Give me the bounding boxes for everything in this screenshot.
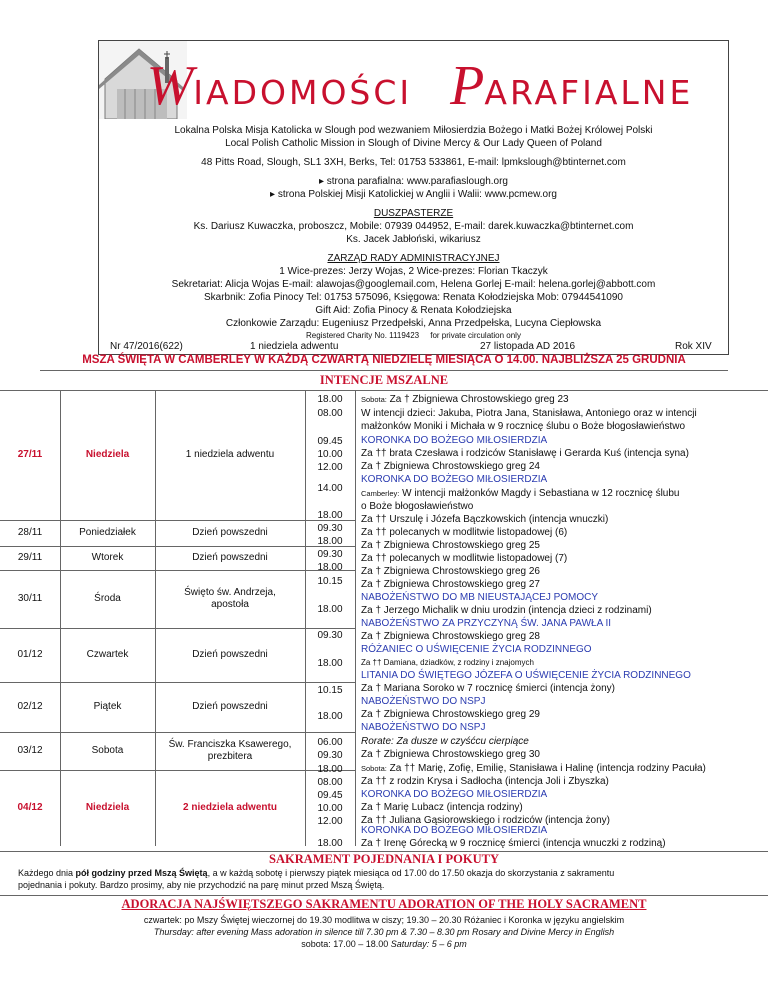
location-label: Sobota: (361, 764, 387, 773)
intention-line: Za † Mariana Soroko w 7 rocznicę śmierci (intencja żony) (361, 683, 615, 694)
day-feast: 2 niedziela adwentu (183, 802, 277, 813)
intention-line: W intencji dzieci: Jakuba, Piotra Jana, Stanisława, Antoniego oraz w intencji (361, 408, 697, 419)
intention-line: Za †† Urszulę i Józefa Bączkowskich (intencja wnuczki) (361, 514, 609, 525)
day-name: Czwartek (86, 649, 129, 660)
intentions-title: INTENCJE MSZALNE (319, 373, 449, 387)
issue-date: 27 listopada AD 2016 (480, 341, 576, 352)
devotion-line: NABOŻEŃSTWO DO NSPJ (361, 696, 486, 707)
confession-text (18, 868, 750, 880)
adoration-title: ADORACJA NAJŚWIĘTSZEGO SAKRAMENTU ADORATION OF THE HOLY SACRAMENT (121, 897, 647, 911)
mass-time: 18.00 (317, 604, 343, 615)
intention-line (361, 394, 765, 405)
devotion-line: KORONKA DO BOŻEGO MIŁOSIERDZIA (361, 825, 548, 836)
day-date: 30/11 (17, 593, 43, 604)
day-name: Niedziela (85, 802, 130, 813)
title-word-1: IADOMOŚCI (193, 73, 413, 112)
location-label: Camberley: (361, 489, 400, 498)
mass-time: 18.00 (317, 658, 343, 669)
clergy-vicar: Ks. Jacek Jabłoński, wikariusz (346, 234, 481, 245)
day-date: 01/12 (17, 649, 43, 660)
intention-line: Za †† Juliana Gąsiorowskiego i rodziców (intencja żony) (361, 815, 611, 826)
intention-text: Za † Zbigniewa Chrostowskiego greg 23 (386, 394, 569, 405)
intention-line: Rorate: Za dusze w czyśćcu cierpiące (361, 736, 529, 747)
adoration-line-pl: czwartek: po Mszy Świętej wieczornej do 19.30 modlitwa w ciszy; 19.30 – 20.30 Różaniec i Koronka w języku angielskim (143, 915, 625, 925)
pcmew-website-link[interactable]: ▸ strona Polskiej Misji Katolickiej w Anglii i Walii: www.pcmew.org (270, 189, 557, 200)
day-feast: 1 niedziela adwentu (185, 449, 275, 460)
devotion-line: NABOŻEŃSTWO DO MB NIEUSTAJĄCEJ POMOCY (361, 592, 599, 603)
intention-line: o Boże błogosławieństwo (361, 501, 474, 512)
clergy-pastor: Ks. Dariusz Kuwaczka, proboszcz, Mobile: 07939 044952, E-mail: darek.kuwaczka@btinternet.com (193, 221, 634, 232)
devotion-line: KORONKA DO BOŻEGO MIŁOSIERDZIA (361, 474, 548, 485)
intention-text: W intencji małżonków Magdy i Sebastiana w 12 rocznicę ślubu (399, 488, 680, 499)
adoration-line-en: Thursday: after evening Mass adoration in silence till 7.30 pm & 7.30 – 8.30 pm Rosary and Divine Mercy in English (153, 927, 615, 937)
devotion-line: LITANIA DO ŚWIĘTEGO JÓZEFA O UŚWIĘCENIE ŻYCIA RODZINNEGO (361, 670, 691, 681)
day-feast: Dzień powszedni (192, 552, 268, 563)
intention-line: małżonków Moniki i Michała w 9 rocznicę ślubu o Boże błogosławieństwo (361, 421, 686, 432)
title-letter-w: W (146, 55, 194, 117)
intention-line (361, 488, 765, 499)
intention-line: Za † Zbigniewa Chrostowskiego greg 30 (361, 749, 540, 760)
mass-time: 09.45 (317, 436, 343, 447)
mass-time: 06.00 (317, 737, 343, 748)
intention-line: Za † Zbigniewa Chrostowskiego greg 25 (361, 540, 540, 551)
devotion-line: NABOŻEŃSTWO ZA PRZYCZYNĄ ŚW. JANA PAWŁA II (361, 618, 612, 629)
mass-time: 08.00 (317, 777, 343, 788)
mission-name-pl: Lokalna Polska Misja Katolicka w Slough pod wezwaniem Miłosierdzia Bożego i Matki Bożej Królowej Polski (174, 125, 653, 136)
day-name: Sobota (91, 745, 124, 756)
day-name: Poniedziałek (79, 527, 136, 538)
devotion-line: KORONKA DO BOŻEGO MIŁOSIERDZIA (361, 789, 548, 800)
mass-time: 18.00 (317, 764, 343, 775)
day-date: 27/11 (17, 449, 43, 460)
day-date: 03/12 (17, 745, 43, 756)
day-name: Wtorek (91, 552, 124, 563)
intention-line: Za † Irenę Górecką w 9 rocznicę śmierci (intencja wnuczki z rodziną) (361, 838, 666, 849)
adoration-saturday (0, 938, 768, 950)
devotion-line: NABOŻEŃSTWO DO NSPJ (361, 722, 486, 733)
clergy-heading: DUSZPASTERZE (373, 208, 454, 219)
mass-time: 18.00 (317, 510, 343, 521)
mass-time: 18.00 (317, 394, 343, 405)
mass-time: 10.15 (317, 685, 343, 696)
masthead-title (120, 54, 720, 116)
board-vice-presidents: 1 Wice-prezes: Jerzy Wojas, 2 Wice-prezes: Florian Tkaczyk (279, 266, 548, 277)
day-feast: Dzień powszedni (192, 649, 268, 660)
intention-line: Za †† Damiana, dziadków, z rodziny i znajomych (361, 658, 534, 667)
day-feast: Św. Franciszka Ksawerego, prezbitera (168, 739, 292, 762)
intention-line (361, 763, 765, 774)
mass-time: 09.30 (317, 750, 343, 761)
board-treasurer: Skarbnik: Zofia Pinocy Tel: 01753 575096, Księgowa: Renata Kołodziejska Mob: 07944541090 (204, 292, 623, 303)
day-name: Środa (94, 593, 121, 604)
day-date: 04/12 (17, 802, 43, 813)
devotion-line: KORONKA DO BOŻEGO MIŁOSIERDZIA (361, 435, 548, 446)
intention-line: Za †† polecanych w modlitwie listopadowej (7) (361, 553, 568, 564)
mass-time: 10.00 (317, 449, 343, 460)
day-date: 29/11 (17, 552, 43, 563)
mass-time: 10.00 (317, 803, 343, 814)
mass-time: 09.45 (317, 790, 343, 801)
devotion-line: RÓŻANIEC O UŚWIĘCENIE ŻYCIA RODZINNEGO (361, 644, 592, 655)
board-members: Członkowie Zarządu: Eugeniusz Przedpełski, Anna Przedpełska, Lucyna Ciepłowska (225, 318, 602, 329)
mass-time: 18.00 (317, 711, 343, 722)
adoration-saturday-pl: sobota: 17.00 – 18.00 (301, 939, 391, 949)
location-label: Sobota: (361, 395, 387, 404)
divider (0, 895, 768, 896)
day-feast: Dzień powszedni (192, 701, 268, 712)
day-name: Piątek (93, 701, 122, 712)
issue-year: Rok XIV (675, 341, 712, 352)
issue-sunday: 1 niedziela adwentu (250, 341, 339, 352)
mass-time: 18.00 (317, 536, 343, 547)
parish-website-link[interactable]: ▸ strona parafialna: www.parafiaslough.org (318, 176, 508, 187)
mass-time: 09.30 (317, 523, 343, 534)
mass-time: 09.30 (317, 549, 343, 560)
mass-time: 09.30 (317, 630, 343, 641)
charity-number: Registered Charity No. 1119423 for private circulation only (306, 331, 521, 340)
mass-time: 08.00 (317, 408, 343, 419)
intention-line: Za †† polecanych w modlitwie listopadowej (6) (361, 527, 568, 538)
title-letter-p: P (450, 55, 485, 117)
board-gift-aid: Gift Aid: Zofia Pinocy & Renata Kołodziejska (315, 305, 512, 316)
col-divider (355, 390, 356, 846)
day-feast: Dzień powszedni (192, 527, 268, 538)
mass-time: 10.15 (317, 576, 343, 587)
mass-time: 18.00 (317, 838, 343, 849)
confession-text-part: , a w każdą sobotę i pierwszy piątek miesiąca od 17.00 do 17.50 okazja do skorzystania z sakramentu (207, 868, 615, 878)
title-word-2: ARAFIALNE (484, 73, 694, 112)
intention-line: Za †† z rodzin Krysa i Sadłocha (intencja Joli i Zbyszka) (361, 776, 609, 787)
day-date: 02/12 (17, 701, 43, 712)
camberley-banner: MSZA ŚWIĘTA W CAMBERLEY W KAŻDĄ CZWARTĄ NIEDZIELĘ MIESIĄCA O 14.00. NAJBLIŻSZA 25 GRUDNIA (82, 354, 686, 366)
address-line: 48 Pitts Road, Slough, SL1 3XH, Berks, Tel: 01753 533861, E-mail: lpmkslough@btinternet.com (201, 157, 626, 168)
confession-text-bold: pół godziny przed Mszą Świętą (75, 868, 208, 878)
mission-name-en: Local Polish Catholic Mission in Slough of Divine Mercy & Our Lady Queen of Poland (225, 138, 602, 149)
intention-line: Za † Zbigniewa Chrostowskiego greg 29 (361, 709, 540, 720)
divider (40, 370, 728, 371)
intention-line: Za †† brata Czesława i rodziców Stanisławę i Gerarda Kuś (intencja syna) (361, 448, 689, 459)
board-secretariat: Sekretariat: Alicja Wojas E-mail: alawojas@googlemail.com, Helena Gorlej E-mail: helena.gorlej@abbott.com (171, 279, 656, 290)
day-name: Niedziela (85, 449, 130, 460)
intention-line: Za † Zbigniewa Chrostowskiego greg 28 (361, 631, 540, 642)
day-date: 28/11 (17, 527, 43, 538)
mass-time: 12.00 (317, 816, 343, 827)
mass-time: 12.00 (317, 462, 343, 473)
adoration-saturday-en: Saturday: 5 – 6 pm (390, 939, 467, 949)
confession-text-2: pojednania i pokuty. Bardzo prosimy, aby nie przychodzić na parę minut przed Mszą Świętą. (18, 880, 385, 890)
intention-line: Za † Zbigniewa Chrostowskiego greg 27 (361, 579, 540, 590)
intention-line: Za † Jerzego Michalik w dniu urodzin (intencja dzieci z rodzinami) (361, 605, 652, 616)
confession-text-part: Każdego dnia (18, 868, 76, 878)
mass-time: 14.00 (317, 483, 343, 494)
confession-title: SAKRAMENT POJEDNANIA I POKUTY (269, 852, 499, 866)
board-heading: ZARZĄD RADY ADMINISTRACYJNEJ (327, 253, 500, 264)
intention-line: Za † Marię Lubacz (intencja rodziny) (361, 802, 523, 813)
day-feast: Święto św. Andrzeja, apostoła (184, 587, 276, 610)
intention-line: Za † Zbigniewa Chrostowskiego greg 26 (361, 566, 540, 577)
intention-line: Za † Zbigniewa Chrostowskiego greg 24 (361, 461, 540, 472)
intention-text: Za †† Marię, Zofię, Emilię, Stanisława i Halinę (intencja rodziny Pacuła) (386, 763, 706, 774)
issue-number: Nr 47/2016(622) (110, 341, 183, 352)
mass-time: 18.00 (317, 562, 343, 573)
